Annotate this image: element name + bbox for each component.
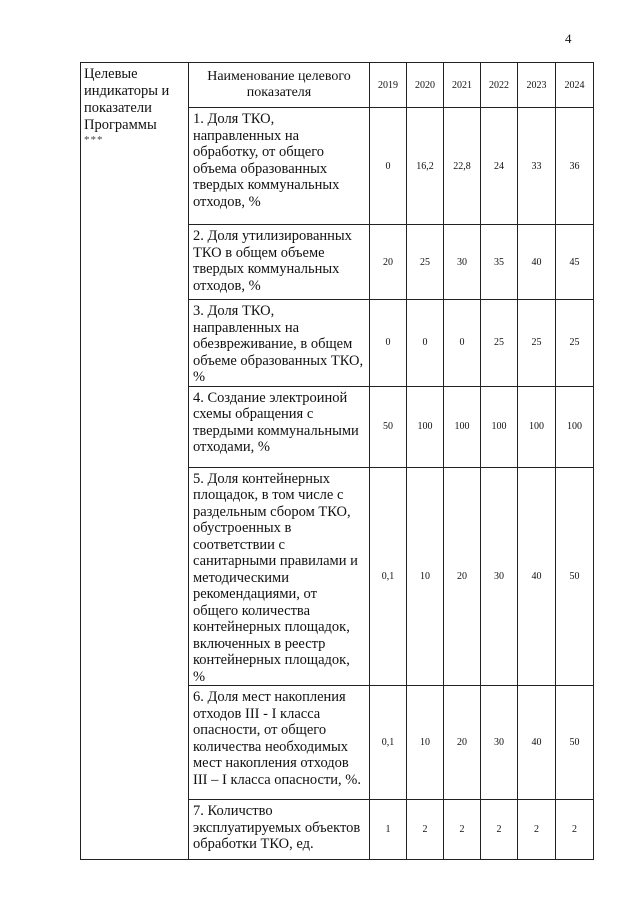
section-label-line: индикаторы и	[84, 83, 170, 99]
indicator-value: 0	[370, 300, 407, 387]
indicator-value: 10	[407, 686, 444, 800]
indicator-value: 25	[518, 300, 556, 387]
indicator-value: 100	[481, 386, 518, 467]
section-label-cell	[81, 63, 189, 860]
page-number: 4	[565, 31, 572, 46]
indicator-value: 50	[556, 686, 594, 800]
indicator-value: 100	[556, 386, 594, 467]
indicator-value: 100	[444, 386, 481, 467]
indicator-value: 0,1	[370, 467, 407, 686]
indicator-value: 100	[518, 386, 556, 467]
indicator-value: 2	[518, 800, 556, 860]
indicator-value: 0,1	[370, 686, 407, 800]
indicator-name: 2. Доля утилизированных ТКО в общем объеме твердых коммунальных отходов, %	[189, 225, 370, 300]
column-header-year: 2023	[518, 63, 556, 108]
indicators-table	[80, 62, 594, 860]
indicator-value: 25	[556, 300, 594, 387]
indicator-name: 4. Создание электроиной схемы обращения с твердыми коммунальными отходами, %	[189, 386, 370, 467]
indicator-name: 5. Доля контейнерных площадок, в том числе с раздельным сбором ТКО, обустроенных в соответствии с санитарными правилами и методическими рекомендациями, от общего количества контейнерных площадок, включенных в реестр контейнерных площадок, %	[189, 467, 370, 686]
column-header-year: 2022	[481, 63, 518, 108]
indicator-value: 40	[518, 467, 556, 686]
indicator-value: 30	[444, 225, 481, 300]
footnote-marker: ***	[84, 134, 104, 146]
indicator-value: 30	[481, 467, 518, 686]
indicator-value: 10	[407, 467, 444, 686]
indicator-value: 45	[556, 225, 594, 300]
indicator-value: 50	[370, 386, 407, 467]
indicator-value: 0	[407, 300, 444, 387]
indicator-value: 30	[481, 686, 518, 800]
indicator-value: 16,2	[407, 108, 444, 225]
indicator-value: 20	[444, 467, 481, 686]
indicator-value: 36	[556, 108, 594, 225]
indicator-value: 0	[444, 300, 481, 387]
column-header-year: 2021	[444, 63, 481, 108]
indicator-value: 35	[481, 225, 518, 300]
indicator-value: 25	[481, 300, 518, 387]
indicator-value: 50	[556, 467, 594, 686]
indicator-value: 33	[518, 108, 556, 225]
indicator-name: 6. Доля мест накопления отходов III - I класса опасности, от общего количества необходимых мест накопления отходов III – I класса опасности, %.	[189, 686, 370, 800]
indicator-value: 22,8	[444, 108, 481, 225]
column-header-year: 2019	[370, 63, 407, 108]
table-header-row	[81, 63, 594, 108]
section-label-line: Целевые	[84, 66, 138, 82]
indicator-name: 3. Доля ТКО, направленных на обезвреживание, в общем объеме образованных ТКО, %	[189, 300, 370, 387]
indicator-value: 24	[481, 108, 518, 225]
column-header-year: 2020	[407, 63, 444, 108]
section-label-line: Программы	[84, 117, 157, 133]
indicator-value: 20	[444, 686, 481, 800]
indicator-value: 40	[518, 686, 556, 800]
column-header-year: 2024	[556, 63, 594, 108]
indicator-value: 20	[370, 225, 407, 300]
indicator-value: 2	[407, 800, 444, 860]
section-label-line: показатели	[84, 100, 152, 116]
indicator-value: 25	[407, 225, 444, 300]
indicator-value: 2	[444, 800, 481, 860]
indicator-value: 2	[556, 800, 594, 860]
indicator-name: 1. Доля ТКО, направленных на обработку, от общего объема образованных твердых коммунальных отходов, %	[189, 108, 370, 225]
indicator-value: 100	[407, 386, 444, 467]
indicator-value: 40	[518, 225, 556, 300]
indicator-name: 7. Количство эксплуатируемых объектов обработки ТКО, ед.	[189, 800, 370, 860]
indicator-value: 0	[370, 108, 407, 225]
indicator-value: 2	[481, 800, 518, 860]
indicator-value: 1	[370, 800, 407, 860]
column-header-name: Наименование целевого показателя	[189, 63, 370, 108]
